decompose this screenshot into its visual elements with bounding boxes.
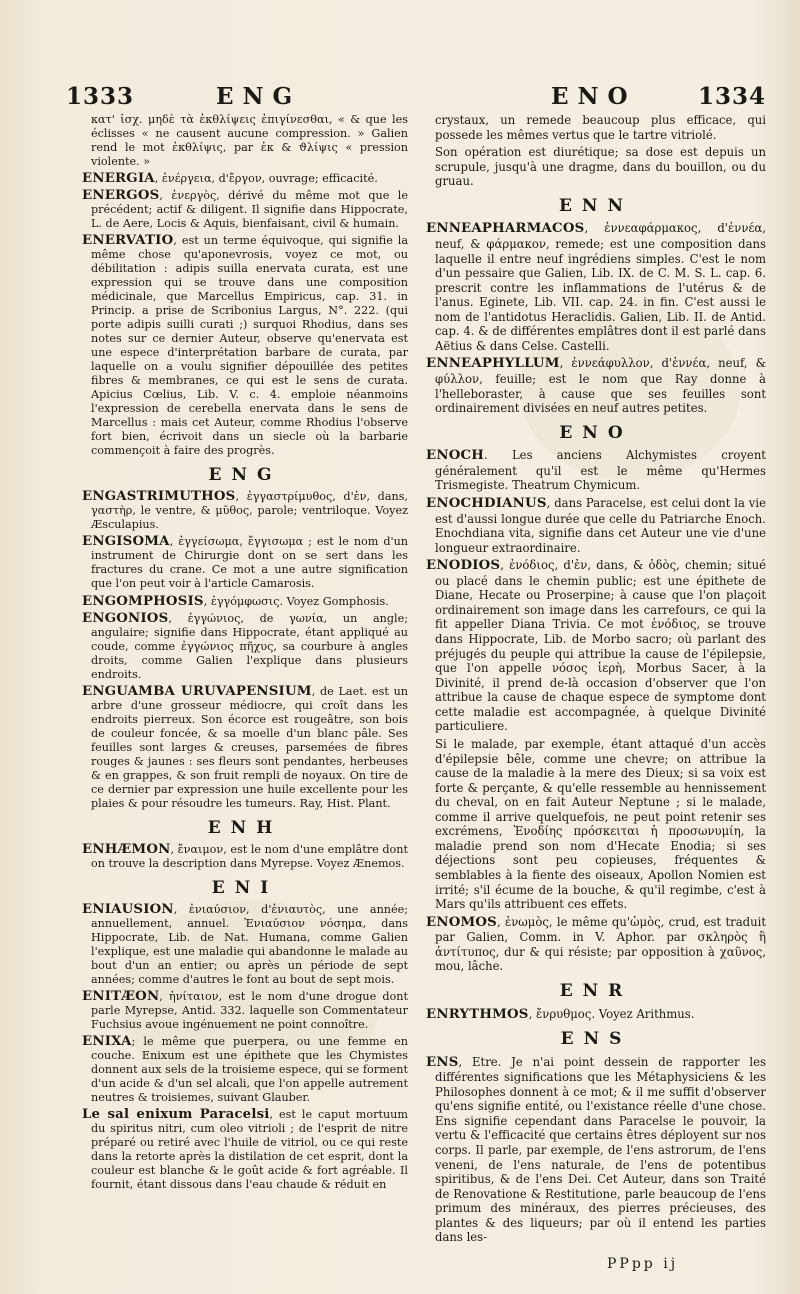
entry-text: , ἐνιαύσιον, d'ἐνιαυτὸς, une année; annuellement, annuel. Ἐνιαύσιον νόσημα, dans Hippocrate, Lib. de Nat. Humana, comme Galien l'explique, est une maladie qui abandonne le malade au bout d'un an entier; ou après un période de sept années; comme d'autres le font au bout de sept mois.	[91, 902, 408, 986]
entry-headword: ENODIOS	[426, 558, 501, 574]
entry-text: , dans Paracelse, est celui dont la vie est d'aussi longue durée que celle du Patriarche Enoch. Enochdiana vita, signifie dans cet Auteur une vie d'une longueur extraordinaire.	[435, 495, 766, 555]
entry-text: ; le même que puerpera, ou une femme en couche. Enixum est une épithete que les Chymistes donnent aux sels de la troisieme espece, qui se forment d'un acide & d'un sel alcali, que l'on appelle autrement neutres & troisiemes, suivant Glauber.	[91, 1034, 408, 1104]
entry-headword: ENERVATIO	[82, 233, 174, 249]
dictionary-entry	[82, 903, 408, 987]
entry-text: , ἐνέργεια, d'ἔργον, ouvrage; efficacité.	[154, 172, 378, 186]
entry-headword: ENGASTRIMUTHOS	[82, 489, 236, 505]
entry-headword: ENERGOS	[82, 188, 160, 204]
entry-text: , ἐνωμὸς, le même qu'ὠμὸς, crud, est traduit par Galien, Comm. in V. Aphor. par σκληρὸς ἢ ἀντίτυπος, dur & qui résiste; par opposition à χαῦνος, mou, lâche.	[435, 914, 766, 974]
dictionary-entry	[426, 1007, 766, 1023]
entry-text: , Etre. Je n'ai point dessein de rapporter les différentes significations que les Métaphysiciens & les Philosophes donnent à ce mot; & il me suffit d'observer qu'ens signifie entité, ou l'existance réelle d'une chose. Ens signifie cependant dans Paracelse le pouvoir, la vertu & l'efficacité que certains êtres déployent sur nos corps. Il parle, par exemple, de l'ens astrorum, de l'ens veneni, de l'ens naturale, de l'ens de potentibus spiritibus, & de l'ens Dei. Cet Auteur, dans son Traité de Renovatione & Restitutione, parle beaucoup de l'ens primum des minéraux, des pierres précieuses, des plantes & des liqueurs; par où il entend les parties dans les-	[435, 1054, 766, 1245]
entry-text: . Les anciens Alchymistes croyent généralement qu'il est le même qu'Hermes Trismegiste. Theatrum Chymicum.	[435, 448, 766, 493]
entry-headword: ENHÆMON	[82, 841, 171, 857]
entry-text: Si le malade, par exemple, étant attaqué d'un accès d'épilepsie bêle, comme une chevre; on attribue la cause de la maladie à la mere des Dieux; si sa voix est forte & perçante, & qu'elle ressemble au hennissement du cheval, on en fait Auteur Neptune ; si le malade, comme il arrive quelquefois, ne peut point retenir ses excrémens, Ἐνοδίης πρόσκειται ἡ προσωνυμίη, la maladie prend son nom d'Hecate Enodia; si ses déjections sont peu copieuses, fréquentes & semblables à la fiente des oiseaux, Apollon Nomien est irrité; s'il écume de la bouche, & qu'il regimbe, c'est à Mars qu'ils attribuent ces effets.	[435, 736, 766, 912]
entry-text: crystaux, un remede beaucoup plus efficace, qui possede les mêmes vertus que le tartre vitriolé.	[435, 113, 766, 142]
entry-text: , ἐνεργὸς, dérivé du même mot que le précédent; actif & diligent. Il signifie dans Hippocrate, L. de Aere, Locis & Aquis, bienfaisant, civil & humain.	[91, 189, 408, 231]
continued-text	[82, 113, 408, 169]
dictionary-entry	[426, 915, 766, 974]
dictionary-entry	[82, 490, 408, 532]
dictionary-entry	[426, 448, 766, 493]
entry-headword: ENS	[426, 1054, 459, 1070]
entry-headword: ENOCHDIANUS	[426, 495, 547, 511]
entry-text: Son opération est diurétique; sa dose est depuis un scrupule, jusqu'à une dragme, dans du bouillon, ou du gruau.	[435, 145, 766, 189]
entry-headword: ENIXA	[82, 1033, 132, 1049]
entry-text: , ἐννεαφάρμακος, d'ἐννέα, neuf, & φάρμακον, remede; est une composition dans laquelle il entre neuf ingrédiens simples. C'est le nom d'un pessaire que Galien, Lib. IX. de C. M. S. L. cap. 6. prescrit contre les inflammations de l'utérus & de l'anus. Eginete, Lib. VII. cap. 24. in fin. C'est aussi le nom de l'antidotus Heraclidis. Galien, Lib. II. de Antid. cap. 4. & de différentes emplâtres dont il est parlé dans Aëtius & dans Celse. Castelli.	[435, 221, 766, 353]
dictionary-entry	[82, 612, 408, 682]
dictionary-entry	[426, 1055, 766, 1245]
left-page-number: 1333	[66, 83, 135, 110]
dictionary-entry	[82, 535, 408, 591]
entry-headword: ENGONIOS	[82, 610, 169, 626]
entry-headword: ENGUAMBA URUVAPENSIUM	[82, 683, 312, 699]
entry-text: , ἐγγόμφωσις. Voyez Gomphosis.	[203, 594, 389, 608]
dictionary-entry	[82, 234, 408, 458]
entry-headword: ENGOMPHOSIS	[82, 593, 204, 609]
section-heading: ENH	[207, 817, 283, 838]
section-heading: ENN	[558, 195, 634, 216]
entry-text: , ἐγγείσωμα, ἔγγισωμα ; est le nom d'un instrument de Chirurgie dont on se sert dans les fractures du crane. Ce mot a une autre signification que l'on peut voir à l'article Camarosis.	[91, 535, 408, 591]
entry-headword: ENNEAPHYLLUM	[426, 356, 560, 372]
dictionary-entry	[82, 843, 408, 871]
signature-mark: PPpp ij	[607, 1256, 679, 1272]
entry-headword: ENGISOMA	[82, 534, 170, 550]
entry-headword: ENIAUSION	[82, 901, 174, 917]
entry-text: , est un terme équivoque, qui signifie la même chose qu'aponevrosis, voyez ce mot, ou débilitation : adipis suilla enervata curata, est une expression qui se trouve dans une composition médicinale, que Marcellus Empiricus, cap. 31. in Princip. a prise de Scribonius Largus, N°. 222. (qui porte adipis suilli curati ;) surquoi Rhodius, dans ses notes sur ce dernier Auteur, observe qu'enervata est une espece d'interprétation barbare de curata, par laquelle on a voulu signifier dépouillée des petites fibres & membranes, ce qui est le sens de curata. Apicius Cœlius, Lib. V. c. 4. emploie néanmoins l'expression de cerebella enervata dans le sens de Marcellus : mais cet Auteur, comme Rhodius l'observe fort bien, écrivoit dans un siecle où la barbarie commençoit à faire des progrès.	[91, 234, 408, 458]
dictionary-entry	[426, 356, 766, 415]
entry-headword: ENITÆON	[82, 988, 160, 1004]
entry-text: , ἔναιμον, est le nom d'une emplâtre dont on trouve la description dans Myrepse. Voyez Ænemos.	[91, 842, 408, 870]
left-running-head: ENG	[216, 83, 302, 110]
entry-text: , ἠνίταιον, est le nom d'une drogue dont parle Myrepse, Antid. 332. laquelle son Commentateur Fuchsius avoue ingénuement ne point connoître.	[91, 989, 408, 1031]
left-column	[82, 113, 408, 1195]
entry-headword: ENNEAPHARMACOS	[426, 221, 585, 237]
dictionary-entry	[426, 558, 766, 734]
dictionary-entry	[426, 221, 766, 353]
entry-headword: ENOCH	[426, 448, 485, 464]
dictionary-entry	[82, 1108, 408, 1192]
dictionary-entry	[82, 172, 408, 186]
dictionary-entry	[426, 496, 766, 555]
right-page-number: 1334	[697, 83, 766, 110]
right-running-head: ENO	[551, 83, 637, 110]
entry-headword: ENERGIA	[82, 171, 155, 187]
dictionary-entry	[82, 685, 408, 811]
section-heading: ENG	[208, 465, 282, 486]
entry-text: , ἔνρυθμος. Voyez Arithmus.	[528, 1006, 695, 1021]
entry-headword: Le sal enixum Paracelsi	[82, 1107, 270, 1123]
section-heading: ENS	[560, 1029, 632, 1050]
continued-text	[426, 145, 766, 189]
entry-headword: ENOMOS	[426, 914, 497, 930]
entry-text: , ἐγγαστρίμυθος, d'ἐν, dans, γαστὴρ, le ventre, & μῦθος, parole; ventriloque. Voyez Æsculapius.	[91, 490, 408, 532]
entry-text: , ἐνόδιος, d'ἐν, dans, & ὁδὸς, chemin; situé ou placé dans le chemin public; est une épithete de Diane, Hecate ou Proserpine; à cause que l'on plaçoit ordinairement son image dans les carrefours, ce qui la fit appeller Diana Trivia. Ce mot ἐνόδιος, se trouve dans Hippocrate, Lib. de Morbo sacro; où parlant des préjugés du peuple qui attribue la cause de l'épilepsie, que l'on appelle νόσος ἱερὴ, Morbus Sacer, à la Divinité, il prend de-là occasion d'observer que l'on attribue la cause de chaque espece de symptome dont cette maladie est accompagnée, à quelque Divinité particuliere.	[435, 558, 766, 734]
section-heading: ENO	[559, 422, 633, 443]
entry-text: , de Laet. est un arbre d'une grosseur médiocre, qui croît dans les endroits pierreux. Son écorce est rougeâtre, son bois de couleur foncée, & sa moelle d'un blanc pâle. Ses feuilles sont larges & creuses, parsemées de fibres rouges & jaunes : ses fleurs sont pendantes, herbeuses & en grappes, & son fruit rempli de noyaux. On tire de ce dernier par expression une huile excellente pour les plaies & pour résoudre les tumeurs. Ray, Hist. Plant.	[91, 684, 408, 810]
continued-text	[426, 113, 766, 142]
page-header	[66, 83, 766, 113]
continued-text	[426, 737, 766, 912]
section-heading: ENI	[211, 877, 279, 898]
section-heading: ENR	[559, 980, 633, 1001]
dictionary-entry	[82, 595, 408, 609]
entry-text: , ἐννεάφυλλον, d'ἐννέα, neuf, & φύλλον, feuille; est le nom que Ray donne à l'helleboraster, à cause que ses feuilles sont ordinairement divisées en neuf autres petites.	[435, 356, 766, 416]
entry-headword: ENRYTHMOS	[426, 1006, 529, 1022]
dictionary-entry	[82, 189, 408, 231]
entry-text: , ἐγγώνιος, de γωνία, un angle; angulaire; signifie dans Hippocrate, étant appliqué au coude, comme ἐγγώνιος πῆχυς, sa courbure à angles droits, comme Galien l'explique dans plusieurs endroits.	[91, 611, 408, 681]
right-column	[426, 113, 766, 1248]
entry-text: κατ' ἰσχ. μηδὲ τὰ ἐκθλίψεις ἐπιγίνεσθαι, « & que les éclisses « ne causent aucune compression. » Galien rend le mot ἐκθλίψις, par ἐκ & ϑλίψις « pression violente. »	[91, 113, 408, 169]
dictionary-entry	[82, 1035, 408, 1105]
dictionary-entry	[82, 990, 408, 1032]
entry-text: , est le caput mortuum du spiritus nitri, cum oleo vitrioli ; de l'esprit de nitre préparé ou retiré avec l'huile de vitriol, ou ce qui reste dans la retorte après la distilation de cet esprit, dont la couleur est blanche & le goût acide & fort agréable. Il fournit, étant dissous dans l'eau chaude & réduit en	[91, 1108, 408, 1192]
